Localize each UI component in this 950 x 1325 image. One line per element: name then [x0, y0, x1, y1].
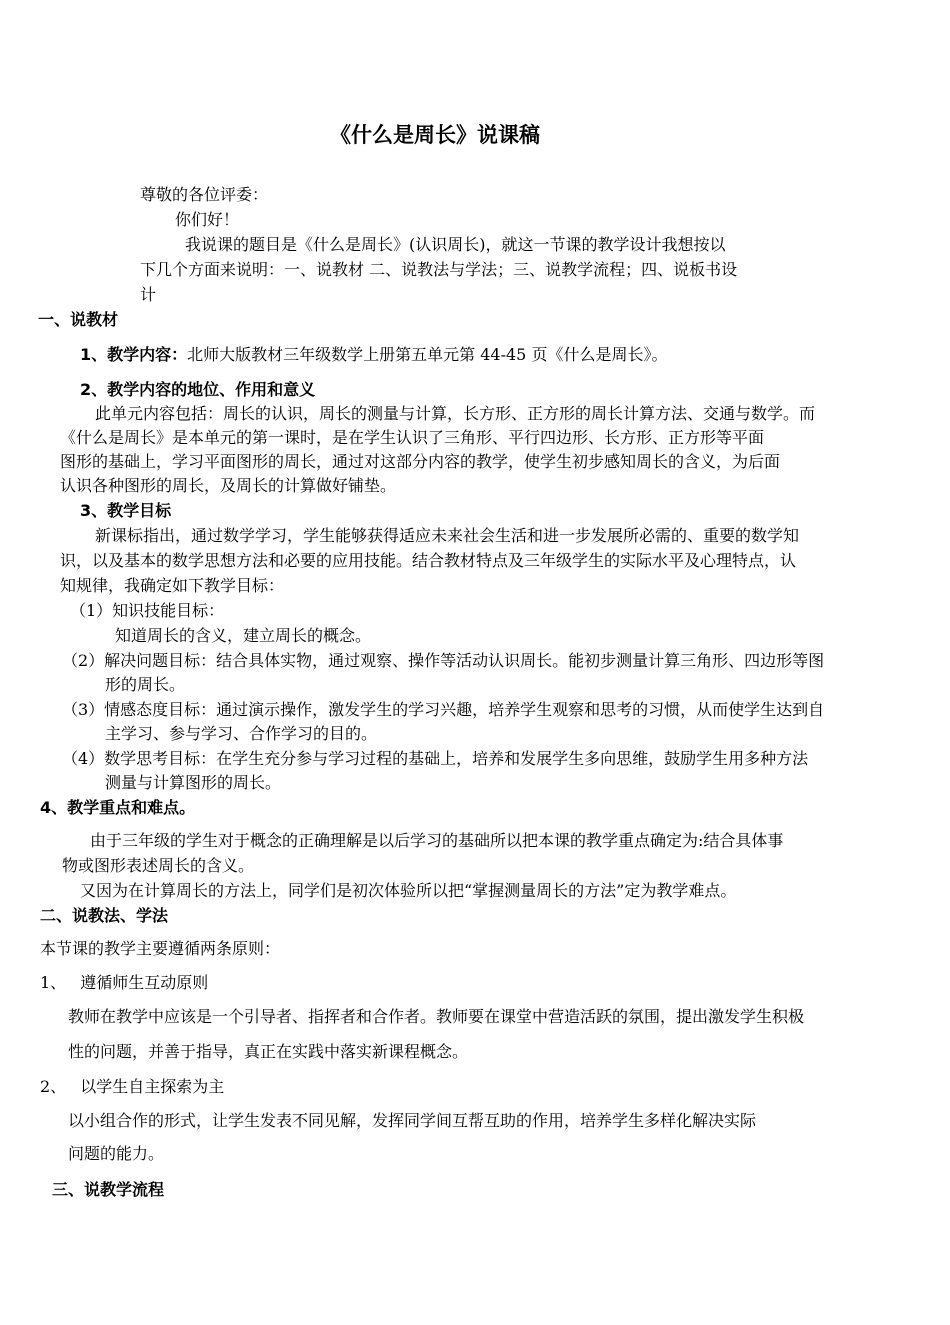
- goal-line: 形的周长。: [105, 675, 186, 694]
- principle-number: 1、: [40, 973, 67, 992]
- section2-intro: 本节课的教学主要遵循两条原则：: [40, 939, 281, 958]
- goal-line: 测量与计算图形的周长。: [105, 773, 282, 792]
- item3-line: 识，以及基本的数学思想方法和必要的应用技能。结合教材特点及三年级学生的实际水平及心理特点，认: [60, 551, 797, 570]
- item2-line: 图形的基础上，学习平面图形的周长，通过对这部分内容的教学，使学生初步感知周长的含义，为后面: [60, 452, 781, 471]
- item4-heading: 4、教学重点和难点。: [40, 798, 196, 817]
- intro-line: 计: [140, 285, 157, 304]
- goal-line: （2）解决问题目标：结合具体实物，通过观察、操作等活动认识周长。能初步测量计算三角形、四边形等图: [62, 651, 825, 670]
- item4-line: 又因为在计算周长的方法上，同学们是初次体验所以把“掌握测量周长的方法”定为教学难点。: [80, 881, 737, 900]
- item2-heading: 2、教学内容的地位、作用和意义: [80, 380, 316, 399]
- goal-line: （4）数学思考目标：在学生充分参与学习过程的基础上，培养和发展学生多向思维，鼓励学生用多种方法: [62, 749, 809, 768]
- item2-line: 认识各种图形的周长，及周长的计算做好铺垫。: [60, 476, 397, 495]
- item2-line: 此单元内容包括：周长的认识，周长的测量与计算，长方形、正方形的周长计算方法、交通与数学。而: [95, 404, 816, 423]
- goal-line: 知道周长的含义，建立周长的概念。: [115, 626, 372, 645]
- section2-heading: 二、说教法、学法: [40, 906, 169, 925]
- item3-line: 新课标指出，通过数学学习，学生能够获得适应未来社会生活和进一步发展所必需的、重要的数学知: [95, 526, 800, 545]
- principle-2-line: 问题的能力。: [68, 1144, 165, 1163]
- principle-1-line: 性的问题，并善于指导，真正在实践中落实新课程概念。: [68, 1042, 469, 1061]
- item4-line: 物或图形表述周长的含义。: [62, 856, 255, 875]
- principle-number: 2、: [40, 1077, 67, 1096]
- greeting: 尊敬的各位评委：: [140, 185, 269, 204]
- section3-heading: 三、说教学流程: [52, 1180, 165, 1199]
- goal-line: （3）情感态度目标：通过演示操作，激发学生的学习兴趣，培养学生观察和思考的习惯，从而使学生达到自: [62, 700, 825, 719]
- principle-1: [40, 973, 208, 993]
- principle-2: [40, 1077, 224, 1097]
- item1-text: 北师大版教材三年级数学上册第五单元第 44-45 页《什么是周长》。: [187, 345, 668, 364]
- item1-label: 1、教学内容：: [80, 345, 188, 364]
- item1: [80, 345, 667, 365]
- hello: 你们好！: [175, 210, 240, 229]
- principle-2-line: 以小组合作的形式，让学生发表不同见解，发挥同学间互帮互助的作用，培养学生多样化解决实际: [68, 1111, 757, 1130]
- item3-line: 知规律，我确定如下教学目标：: [60, 576, 285, 595]
- principle-title: 以学生自主探索为主: [80, 1077, 225, 1096]
- intro-line: 我说课的题目是《什么是周长》(认识周长)，就这一节课的教学设计我想按以: [185, 235, 726, 254]
- document-title: 《什么是周长》说课稿: [330, 123, 540, 147]
- section1-heading: 一、说教材: [38, 310, 119, 329]
- goal-line: 主学习、参与学习、合作学习的目的。: [105, 724, 378, 743]
- principle-1-line: 教师在教学中应该是一个引导者、指挥者和合作者。教师要在课堂中营造活跃的氛围，提出激发学生积极: [68, 1007, 805, 1026]
- item4-line: 由于三年级的学生对于概念的正确理解是以后学习的基础所以把本课的教学重点确定为:结合具体事: [90, 831, 784, 850]
- item2-line: 《什么是周长》是本单元的第一课时，是在学生认识了三角形、平行四边形、长方形、正方形等平面: [60, 428, 765, 447]
- principle-title: 遵循师生互动原则: [80, 973, 209, 992]
- item3-heading: 3、教学目标: [80, 501, 172, 520]
- goal-line: （1）知识技能目标：: [70, 601, 225, 620]
- intro-line: 下几个方面来说明：一、说教材 二、说教法与学法；三、说教学流程；四、说板书设: [140, 260, 738, 279]
